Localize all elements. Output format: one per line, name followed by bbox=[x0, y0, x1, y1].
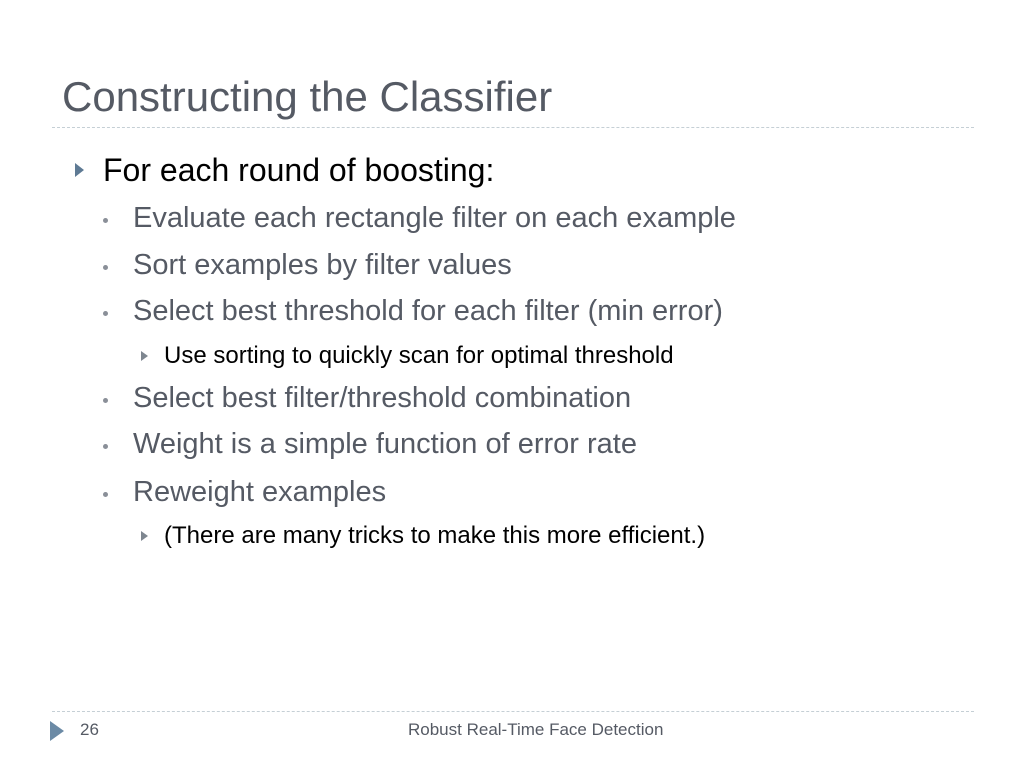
arrow-bullet-icon bbox=[75, 163, 84, 177]
bullet-level2: Reweight examples bbox=[133, 476, 387, 508]
slide-title: Constructing the Classifier bbox=[62, 73, 553, 120]
footer-divider bbox=[52, 711, 974, 712]
bullet-level1: For each round of boosting: bbox=[103, 152, 495, 188]
footer-arrow-icon bbox=[50, 721, 64, 741]
dot-bullet-icon bbox=[103, 444, 108, 449]
bullet-level3: (There are many tricks to make this more efficient.) bbox=[164, 522, 706, 549]
dot-bullet-icon bbox=[103, 311, 108, 316]
footer-text: Robust Real-Time Face Detection bbox=[408, 720, 664, 739]
bullet-level2: Weight is a simple function of error rate bbox=[133, 428, 637, 460]
arrow-subbullet-icon bbox=[141, 531, 148, 541]
page-number: 26 bbox=[80, 720, 99, 739]
bullet-level2: Evaluate each rectangle filter on each example bbox=[133, 202, 736, 234]
bullet-level2: Select best threshold for each filter (min error) bbox=[133, 295, 723, 327]
dot-bullet-icon bbox=[103, 398, 108, 403]
arrow-subbullet-icon bbox=[141, 351, 148, 361]
bullet-level2: Select best filter/threshold combination bbox=[133, 382, 632, 414]
bullet-level3: Use sorting to quickly scan for optimal threshold bbox=[164, 342, 674, 369]
bullet-level2: Sort examples by filter values bbox=[133, 249, 512, 281]
dot-bullet-icon bbox=[103, 265, 108, 270]
dot-bullet-icon bbox=[103, 492, 108, 497]
dot-bullet-icon bbox=[103, 218, 108, 223]
